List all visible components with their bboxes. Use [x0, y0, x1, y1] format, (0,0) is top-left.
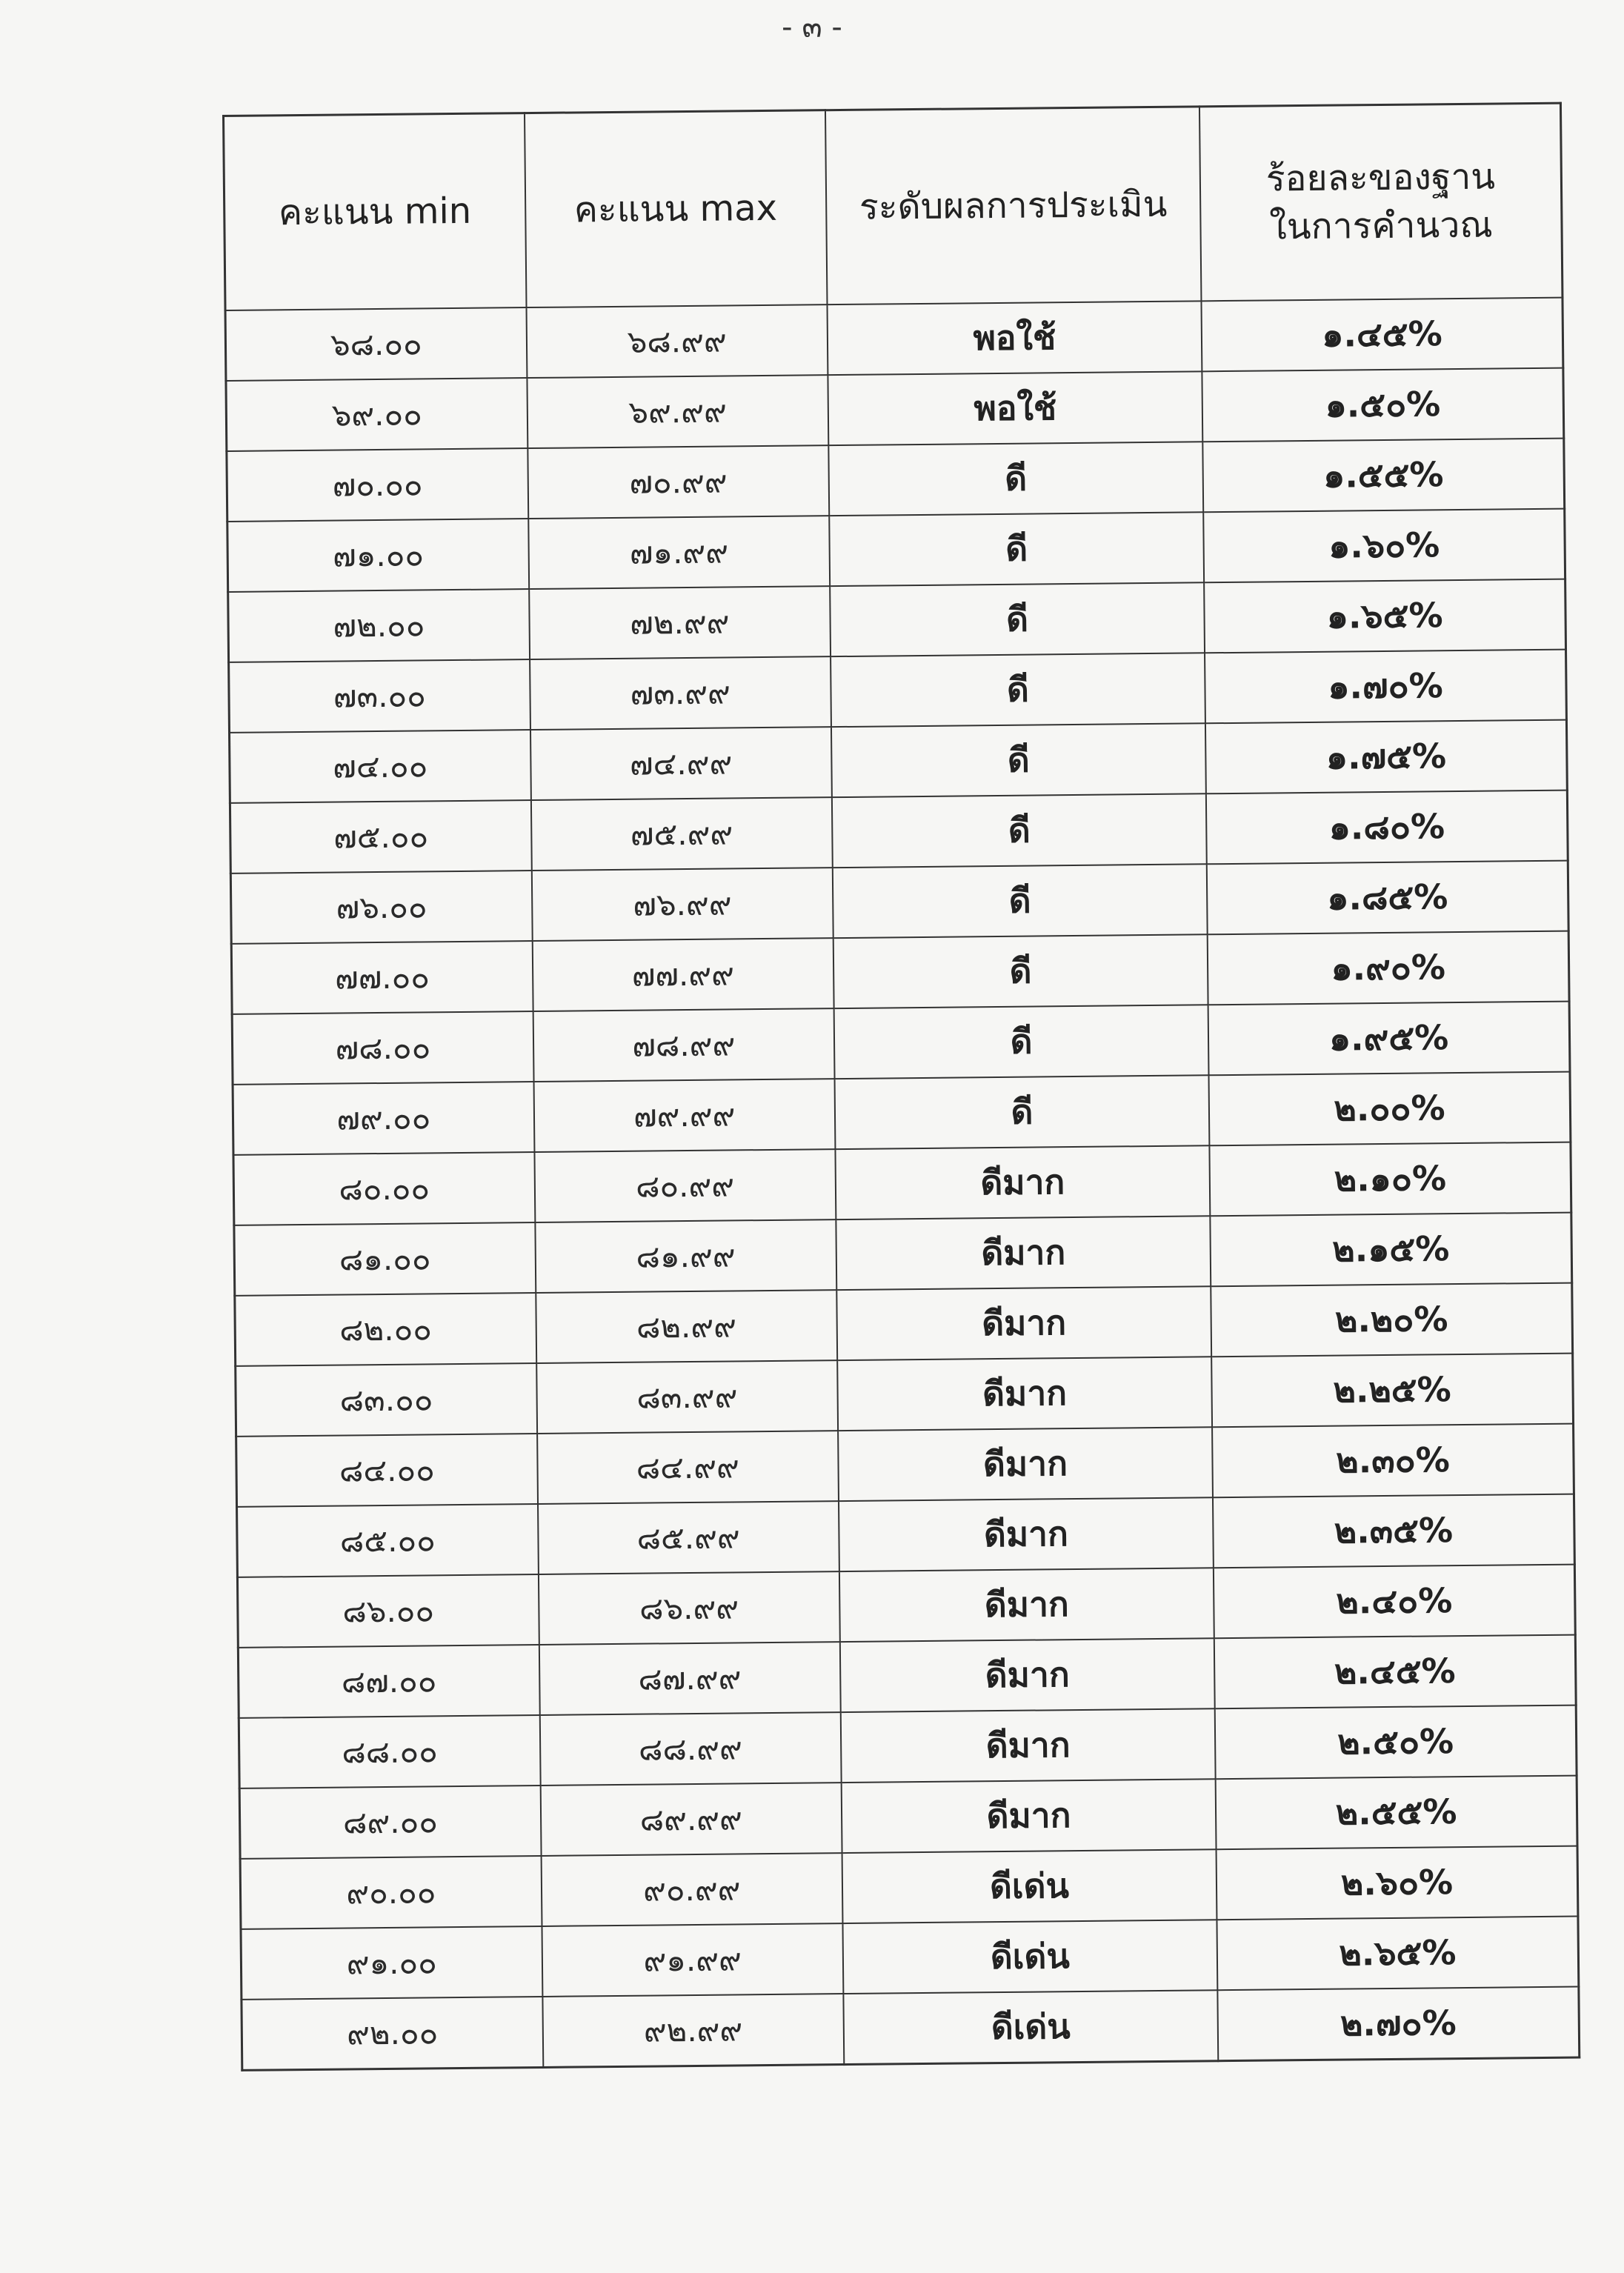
max-score-cell: ๖๘.๙๙ [526, 304, 828, 378]
base-percentage-cell: ๑.๕๐% [1202, 368, 1564, 442]
assessment-level-cell: ดีเด่น [843, 1990, 1218, 2064]
min-score-cell: ๙๐.๐๐ [240, 1856, 542, 1929]
table-row [225, 298, 1563, 381]
min-score-cell: ๙๒.๐๐ [242, 1997, 543, 2070]
assessment-level-cell: ดีมาก [840, 1638, 1215, 1712]
base-percentage-cell: ๒.๖๕% [1217, 1917, 1579, 1991]
base-percentage-cell: ๑.๖๐% [1203, 509, 1565, 583]
assessment-level-cell: ดีมาก [839, 1568, 1214, 1642]
min-score-cell: ๘๕.๐๐ [237, 1504, 539, 1577]
min-score-cell: ๗๖.๐๐ [230, 871, 532, 944]
assessment-level-cell: ดีมาก [836, 1286, 1211, 1360]
header-base-percentage-line1: ร้อยละของฐาน [1265, 156, 1496, 200]
max-score-cell: ๘๒.๙๙ [536, 1290, 837, 1363]
assessment-level-cell: ดีมาก [837, 1357, 1212, 1431]
header-base-percentage [1199, 103, 1563, 301]
base-percentage-cell: ๒.๔๐% [1214, 1565, 1575, 1639]
max-score-cell: ๙๑.๙๙ [542, 1923, 843, 1997]
assessment-level-cell: พอใช้ [827, 301, 1202, 375]
score-table [222, 102, 1580, 2071]
base-percentage-cell: ๑.๙๕% [1208, 1002, 1570, 1076]
table-row [232, 1002, 1570, 1085]
base-percentage-cell: ๒.๕๐% [1215, 1705, 1577, 1780]
table-row [236, 1424, 1574, 1507]
max-score-cell: ๙๒.๙๙ [542, 1994, 844, 2067]
max-score-cell: ๗๒.๙๙ [529, 586, 831, 659]
base-percentage-cell: ๑.๙๐% [1208, 931, 1569, 1005]
max-score-cell: ๖๙.๙๙ [527, 375, 828, 448]
assessment-level-cell: ดี [830, 582, 1205, 656]
assessment-level-cell: ดี [831, 723, 1206, 797]
base-percentage-cell: ๑.๖๕% [1204, 579, 1565, 653]
assessment-level-cell: ดี [832, 793, 1207, 868]
assessment-level-cell: ดีมาก [835, 1145, 1210, 1219]
page-number: - ๓ - [782, 10, 842, 44]
min-score-cell: ๖๙.๐๐ [226, 378, 528, 451]
base-percentage-cell: ๑.๘๕% [1207, 861, 1568, 935]
table-row [239, 1776, 1577, 1859]
assessment-level-cell: ดีมาก [840, 1708, 1215, 1783]
assessment-level-cell: ดีมาก [839, 1497, 1214, 1571]
base-percentage-cell: ๒.๕๕% [1216, 1776, 1577, 1850]
max-score-cell: ๘๕.๙๙ [538, 1501, 839, 1574]
max-score-cell: ๘๓.๙๙ [536, 1360, 838, 1434]
table-row [229, 650, 1567, 733]
table-row [227, 439, 1565, 522]
min-score-cell: ๙๑.๐๐ [241, 1926, 542, 2000]
min-score-cell: ๘๒.๐๐ [235, 1293, 536, 1366]
max-score-cell: ๘๖.๙๙ [539, 1571, 840, 1645]
assessment-level-cell: พอใช้ [828, 371, 1202, 445]
base-percentage-cell: ๑.๗๕% [1205, 720, 1567, 794]
table-row [230, 720, 1568, 803]
min-score-cell: ๘๙.๐๐ [239, 1786, 541, 1859]
table-row [233, 1072, 1571, 1155]
max-score-cell: ๗๕.๙๙ [531, 797, 833, 871]
base-percentage-cell: ๒.๐๐% [1209, 1072, 1571, 1146]
header-max-score: คะแนน max [525, 110, 828, 307]
max-score-cell: ๗๙.๙๙ [533, 1079, 835, 1152]
assessment-level-cell: ดี [828, 442, 1203, 516]
table-row [241, 1917, 1579, 2000]
base-percentage-cell: ๒.๒๕% [1211, 1354, 1573, 1428]
assessment-level-cell: ดีเด่น [842, 1849, 1217, 1923]
table-row [230, 861, 1568, 944]
min-score-cell: ๘๘.๐๐ [239, 1715, 540, 1788]
assessment-level-cell: ดีมาก [838, 1427, 1213, 1501]
base-percentage-cell: ๒.๓๕% [1213, 1494, 1574, 1568]
base-percentage-cell: ๒.๗๐% [1218, 1987, 1580, 2061]
base-percentage-cell: ๒.๔๕% [1214, 1635, 1576, 1709]
assessment-level-cell: ดี [831, 653, 1205, 727]
min-score-cell: ๗๗.๐๐ [231, 941, 533, 1014]
base-percentage-cell: ๑.๔๕% [1202, 298, 1563, 372]
table-row [233, 1142, 1571, 1225]
table-row [235, 1283, 1573, 1366]
table-row [226, 368, 1564, 451]
min-score-cell: ๘๐.๐๐ [233, 1152, 535, 1225]
min-score-cell: ๖๘.๐๐ [225, 307, 527, 381]
max-score-cell: ๘๔.๙๙ [537, 1431, 839, 1504]
max-score-cell: ๗๐.๙๙ [528, 445, 829, 519]
max-score-cell: ๙๐.๙๙ [541, 1853, 842, 1926]
min-score-cell: ๘๔.๐๐ [236, 1434, 538, 1507]
assessment-level-cell: ดี [833, 934, 1208, 1008]
table-row [242, 1987, 1580, 2071]
base-percentage-cell: ๒.๑๐% [1210, 1142, 1571, 1217]
min-score-cell: ๘๗.๐๐ [238, 1645, 539, 1718]
max-score-cell: ๗๗.๙๙ [532, 938, 833, 1011]
max-score-cell: ๘๑.๙๙ [535, 1219, 836, 1293]
table-row [240, 1846, 1578, 1929]
table-row [236, 1354, 1574, 1437]
max-score-cell: ๘๗.๙๙ [539, 1642, 840, 1715]
max-score-cell: ๗๘.๙๙ [533, 1008, 834, 1082]
min-score-cell: ๗๘.๐๐ [232, 1011, 533, 1085]
table-row [230, 791, 1568, 873]
score-table-container [222, 102, 1580, 2071]
base-percentage-cell: ๒.๓๐% [1212, 1424, 1574, 1498]
base-percentage-cell: ๒.๖๐% [1217, 1846, 1578, 1920]
table-row [238, 1635, 1576, 1718]
min-score-cell: ๗๓.๐๐ [229, 659, 530, 733]
table-row [237, 1565, 1575, 1648]
min-score-cell: ๗๔.๐๐ [230, 730, 531, 803]
max-score-cell: ๗๖.๙๙ [531, 868, 833, 941]
base-percentage-cell: ๑.๗๐% [1205, 650, 1566, 724]
max-score-cell: ๗๔.๙๙ [530, 727, 832, 800]
min-score-cell: ๗๐.๐๐ [227, 448, 528, 522]
assessment-level-cell: ดี [833, 864, 1208, 938]
table-row [228, 579, 1566, 662]
table-row [231, 931, 1569, 1014]
min-score-cell: ๗๙.๐๐ [233, 1082, 534, 1155]
max-score-cell: ๗๑.๙๙ [528, 516, 830, 589]
base-percentage-cell: ๒.๑๕% [1210, 1213, 1571, 1287]
min-score-cell: ๗๒.๐๐ [228, 589, 530, 662]
min-score-cell: ๘๖.๐๐ [237, 1574, 539, 1648]
table-header-row [224, 103, 1563, 310]
assessment-level-cell: ดี [833, 1005, 1208, 1079]
assessment-level-cell: ดี [829, 512, 1204, 586]
min-score-cell: ๘๑.๐๐ [234, 1222, 536, 1296]
header-base-percentage-line2: ในการคำนวณ [1269, 204, 1494, 248]
assessment-level-cell: ดีมาก [841, 1779, 1216, 1853]
max-score-cell: ๘๘.๙๙ [539, 1712, 841, 1786]
max-score-cell: ๘๙.๙๙ [540, 1783, 842, 1856]
base-percentage-cell: ๑.๕๕% [1202, 439, 1564, 513]
min-score-cell: ๗๑.๐๐ [227, 519, 529, 592]
min-score-cell: ๘๓.๐๐ [236, 1363, 537, 1437]
header-min-score: คะแนน min [224, 113, 527, 310]
table-row [237, 1494, 1575, 1577]
max-score-cell: ๘๐.๙๙ [534, 1149, 836, 1222]
max-score-cell: ๗๓.๙๙ [530, 656, 831, 730]
header-assessment-level: ระดับผลการประเมิน [825, 107, 1202, 304]
base-percentage-cell: ๑.๘๐% [1206, 791, 1568, 865]
table-row [227, 509, 1565, 592]
min-score-cell: ๗๕.๐๐ [230, 800, 531, 873]
table-row [239, 1705, 1577, 1788]
assessment-level-cell: ดี [834, 1075, 1209, 1149]
assessment-level-cell: ดีมาก [836, 1216, 1211, 1290]
assessment-level-cell: ดีเด่น [842, 1920, 1217, 1994]
table-body [225, 298, 1580, 2071]
table-row [234, 1213, 1572, 1296]
base-percentage-cell: ๒.๒๐% [1211, 1283, 1572, 1357]
